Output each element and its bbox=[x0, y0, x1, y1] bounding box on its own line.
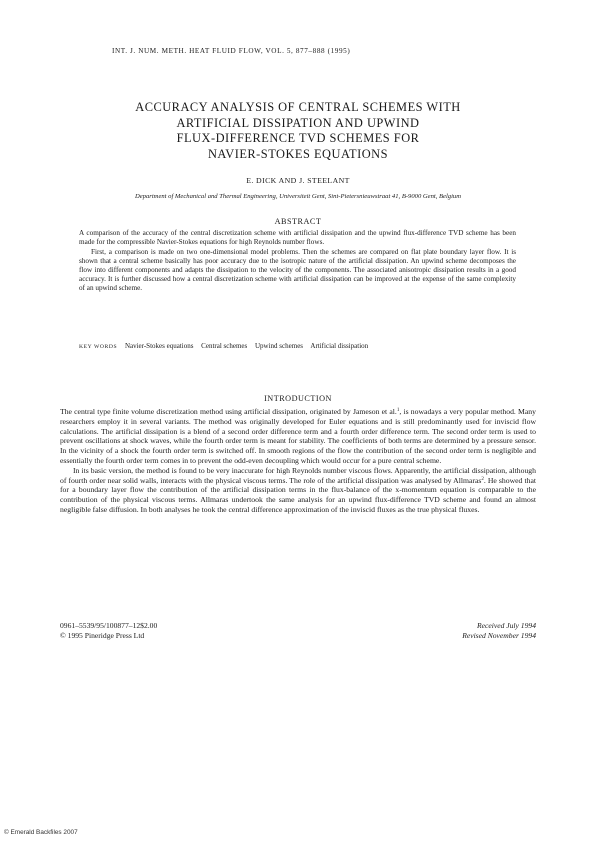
affiliation: Department of Mechanical and Thermal Engineering, Universiteit Gent, Sint-Pietersnieuwstraat 41, B-9000 Gent, Belgium bbox=[135, 193, 461, 200]
keyword: Artificial dissipation bbox=[310, 342, 369, 350]
body-paragraph: The central type finite volume discretization method using artificial dissipation, originated by Jameson et al.$^1$, is nowadays a very popular method. Many researchers employ it in several variants. The method was originally developed for Euler equations and is still predominantly used for inviscid flow calculations. The artificial dissipation is a blend of a second order difference term and a fourth order difference term. The second order term is used to prevent oscillations at shock waves, while the fourth order term is meant for stability. The coefficients of both terms are determined by a pressure sensor. In the vicinity of a shock the fourth order term is switched off. In smooth regions of the flow the contribution of the second order term is negligible and essentially the fourth order term comes in to prevent the odd-even decoupling which would occur for a pure central scheme. bbox=[60, 407, 536, 465]
paper-title bbox=[60, 100, 536, 162]
received-date: Received July 1994 bbox=[476, 621, 536, 630]
abstract-heading: ABSTRACT bbox=[274, 217, 322, 226]
keywords-label: KEY WORDS bbox=[79, 344, 118, 350]
abstract-paragraph: A comparison of the accuracy of the central discretization scheme with artificial dissipation and the upwind flux-difference TVD scheme has been made for the compressible Navier-Stokes equations for high Reynolds number flows. bbox=[79, 229, 516, 247]
title-line: NAVIER-STOKES EQUATIONS bbox=[207, 146, 389, 161]
article-code: 0961–5539/95/100877–12$2.00 bbox=[60, 621, 158, 630]
citation-ref: 2 bbox=[481, 476, 484, 482]
introduction-heading: INTRODUCTION bbox=[264, 394, 332, 403]
title-line: ACCURACY ANALYSIS OF CENTRAL SCHEMES WITH bbox=[135, 100, 461, 114]
title-line: FLUX-DIFFERENCE TVD SCHEMES FOR bbox=[176, 131, 420, 145]
copyright: © 1995 Pineridge Press Ltd bbox=[60, 631, 145, 640]
citation-ref: 1 bbox=[396, 408, 400, 413]
title-line: ARTIFICIAL DISSIPATION AND UPWIND bbox=[176, 115, 420, 130]
footer-dates bbox=[300, 621, 536, 641]
body-paragraph: In its basic version, the method is found to be very inaccurate for high Reynolds number viscous flows. Apparently, the artificial dissipation, although of fourth order near solid walls, interacts with the physical viscous terms. The role of the artificial dissipation was analysed by Allmaras$^2$. He showed that for a boundary layer flow the contribution of the artificial dissipation terms in the flux-balance of the x-momentum equation is comparable to the contribution of the physical viscous terms. Allmaras undertook the same analysis for an upwind flux-difference TVD scheme and found an almost negligible false diffusion. In both analyses he took the central difference approximation of the inviscid fluxes as the true physical fluxes. bbox=[60, 465, 536, 514]
abstract-paragraph: First, a comparison is made on two one-dimensional model problems. Then the schemes are compared on flat plate boundary layer flow. It is shown that a central scheme basically has poor accuracy due to the isotropic nature of the artificial dissipation. An upwind scheme decomposes the flow into different components and adapts the dissipation to the velocity of the components. The associated anisotropic dissipation results in a good accuracy. It is further discussed how a central discretization scheme with artificial dissipation can be improved at the expense of the same complexity of an upwind scheme. bbox=[79, 247, 516, 293]
keyword: Upwind schemes bbox=[255, 342, 304, 350]
abstract-body bbox=[79, 229, 516, 293]
keyword: Navier-Stokes equations bbox=[124, 342, 194, 350]
authors: E. DICK AND J. STEELANT bbox=[246, 176, 350, 185]
keyword: Central schemes bbox=[201, 342, 248, 350]
archive-credit: © Emerald Backfiles 2007 bbox=[4, 829, 78, 836]
keywords bbox=[79, 342, 516, 350]
footer-publication-info bbox=[60, 621, 300, 641]
revised-date: Revised November 1994 bbox=[462, 631, 536, 640]
introduction-body bbox=[60, 407, 536, 515]
journal-header: INT. J. NUM. METH. HEAT FLUID FLOW, VOL. 5, 877–888 (1995) bbox=[112, 47, 351, 55]
